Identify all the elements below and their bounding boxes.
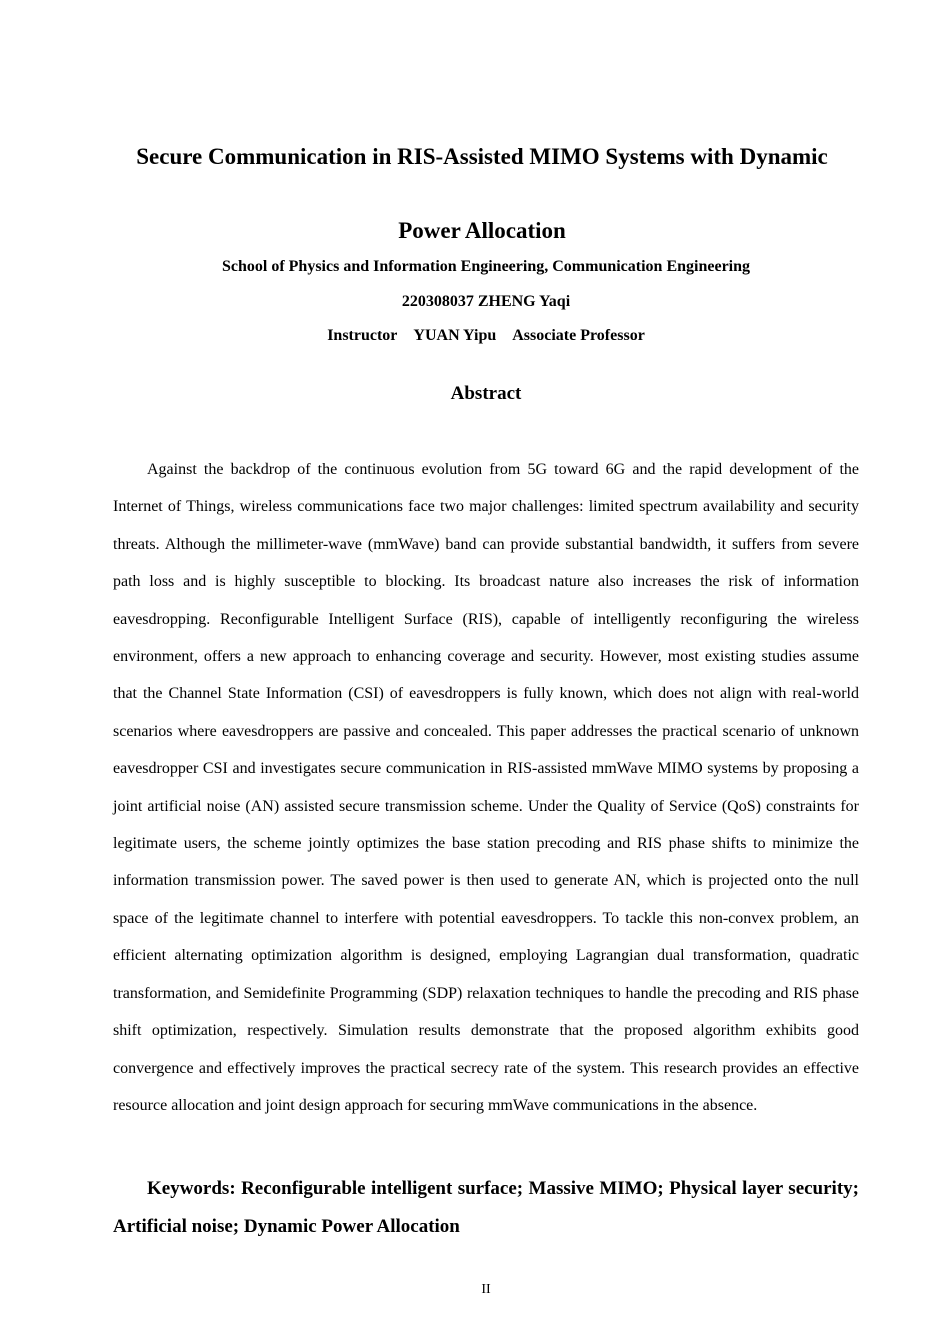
student-id-name: 220308037 ZHENG Yaqi xyxy=(401,293,571,310)
abstract-heading: Abstract xyxy=(450,383,522,404)
abstract-body: Against the backdrop of the continuous evolution from 5G toward 6G and the rapid development of the Internet of Things, wireless communications face two major challenges: limited spectrum availability and security threats. Although the millimeter-wave (mmWave) band can provide substantial bandwidth, it suffers from severe path loss and is highly susceptible to blocking. Its broadcast nature also increases the risk of information eavesdropping. Reconfigurable Intelligent Surface (RIS), capable of intelligently reconfiguring the wireless environment, offers a new approach to enhancing coverage and security. However, most existing studies assume that the Channel State Information (CSI) of eavesdroppers is fully known, which does not align with real-world scenarios where eavesdroppers are passive and concealed. This paper addresses the practical scenario of unknown eavesdropper CSI and investigates secure communication in RIS-assisted mmWave MIMO systems by proposing a joint artificial noise (AN) assisted secure transmission scheme. Under the Quality of Service (QoS) constraints for legitimate users, the scheme jointly optimizes the base station precoding and RIS phase shifts to minimize the information transmission power. The saved power is then used to generate AN, which is projected onto the null space of the legitimate channel to interfere with potential eavesdroppers. To tackle this non-convex problem, an efficient alternating optimization algorithm is designed, employing Lagrangian dual transformation, quadratic transformation, and Semidefinite Programming (SDP) relaxation techniques to handle the precoding and RIS phase shift optimization, respectively. Simulation results demonstrate that the proposed algorithm exhibits good convergence and effectively improves the practical secrecy rate of the system. This research provides an effective resource allocation and joint design approach for securing mmWave communications in the absence. xyxy=(113,461,859,1114)
page-number: II xyxy=(481,1282,491,1297)
instructor-label: Instructor xyxy=(327,327,398,344)
instructor-name: YUAN Yipu xyxy=(413,327,497,344)
paper-title: Secure Communication in RIS-Assisted MIMO Systems with Dynamic Power Allocation xyxy=(136,144,828,243)
keywords: Keywords: Reconfigurable intelligent surface; Massive MIMO; Physical layer security; Artificial noise; Dynamic Power Allocation xyxy=(113,1178,859,1237)
instructor-line xyxy=(0,326,950,346)
school-affiliation: School of Physics and Information Engineering, Communication Engineering xyxy=(221,258,751,275)
instructor-position: Associate Professor xyxy=(512,327,645,344)
